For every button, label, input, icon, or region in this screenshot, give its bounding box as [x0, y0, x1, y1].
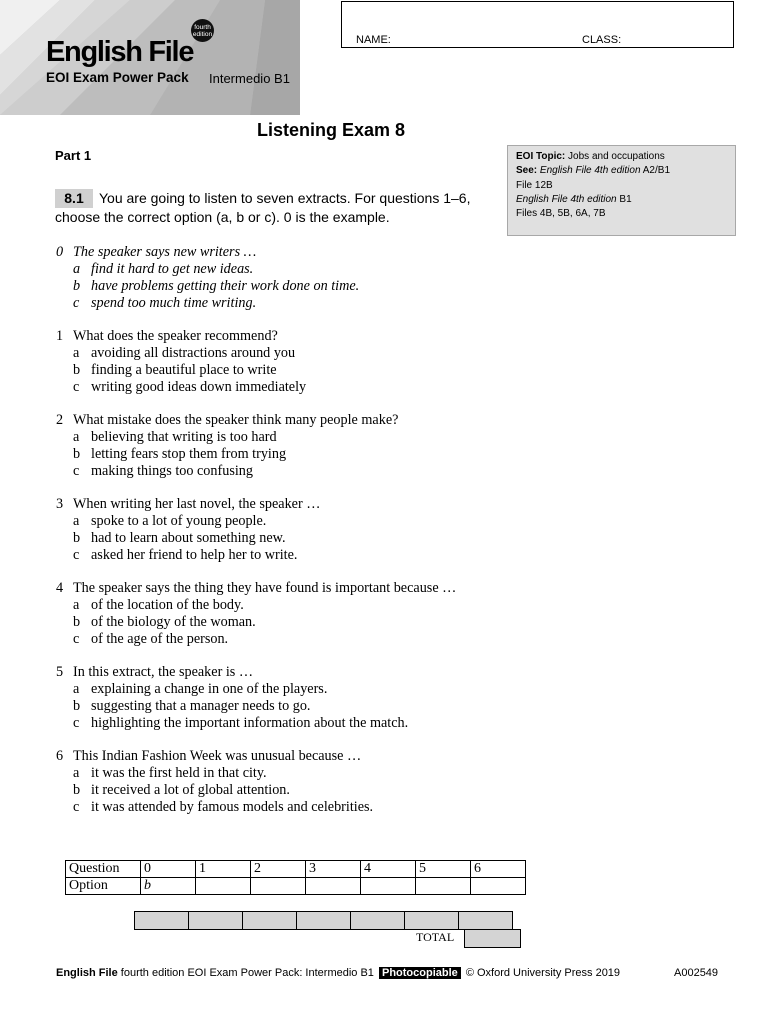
grid-answer-cell[interactable] [196, 878, 251, 895]
edition-badge [191, 19, 214, 42]
option-letter: c [73, 631, 80, 647]
grid-answer-cell[interactable] [306, 878, 361, 895]
answer-option [56, 765, 516, 782]
grid-answer-cell[interactable] [251, 878, 306, 895]
question-stem [56, 664, 516, 681]
answer-option [56, 799, 516, 816]
option-letter: b [73, 362, 81, 378]
option-text: finding a beautiful place to write [91, 362, 277, 378]
total-label: TOTAL [416, 930, 455, 944]
student-info-box [341, 1, 734, 48]
question-block [56, 496, 516, 564]
answer-option [56, 429, 516, 446]
task-instruction [55, 189, 495, 227]
answer-grid-question-row [66, 861, 526, 878]
answer-option [56, 261, 516, 278]
question-number: 1 [56, 328, 64, 344]
grid-option-label: Option [66, 878, 141, 895]
option-text: it was the first held in that city. [91, 765, 267, 781]
option-text: writing good ideas down immediately [91, 379, 307, 395]
files-1: File 12B [516, 179, 553, 191]
page-title: Listening Exam 8 [256, 120, 406, 140]
score-cell [405, 912, 459, 930]
footer-code: A002549 [674, 967, 719, 979]
score-cell [351, 912, 405, 930]
part-heading: Part 1 [55, 148, 92, 163]
answer-grid-option-row [66, 878, 526, 895]
answer-option [56, 345, 516, 362]
option-letter: b [73, 278, 81, 294]
option-text: of the biology of the woman. [91, 614, 256, 630]
option-letter: c [73, 799, 80, 815]
option-text: letting fears stop them from trying [91, 446, 287, 462]
option-text: avoiding all distractions around you [91, 345, 296, 361]
answer-option [56, 681, 516, 698]
answer-option [56, 597, 516, 614]
question-block [56, 664, 516, 732]
grid-question-number: 3 [306, 861, 361, 878]
option-text: had to learn about something new. [91, 530, 286, 546]
grid-question-label: Question [66, 861, 141, 878]
topic-value: Jobs and occupations [568, 151, 665, 162]
footer-brand: English File [56, 967, 118, 979]
option-text: it received a lot of global attention. [91, 782, 290, 798]
grid-question-number: 0 [141, 861, 196, 878]
question-number: 4 [56, 580, 64, 596]
option-letter: b [73, 446, 81, 462]
answer-option [56, 530, 516, 547]
option-text: of the age of the person. [91, 631, 229, 647]
question-stem [56, 496, 516, 513]
question-stem [56, 748, 516, 765]
option-letter: a [73, 429, 80, 445]
answer-option [56, 631, 516, 648]
option-text: suggesting that a manager needs to go. [91, 698, 311, 714]
option-letter: a [73, 513, 80, 529]
score-cell [135, 912, 189, 930]
answer-grid [65, 860, 526, 895]
question-text: What mistake does the speaker think many people make? [73, 412, 399, 428]
photocopiable-badge: Photocopiable [379, 967, 461, 979]
option-text: asked her friend to help her to write. [91, 547, 298, 563]
answer-option [56, 278, 516, 295]
option-text: believing that writing is too hard [91, 429, 277, 445]
instruction-text: You are going to listen to seven extracts. For questions 1–6, choose the correct option (a, b or c). 0 is the example. [55, 190, 471, 225]
grid-question-number: 1 [196, 861, 251, 878]
option-letter: c [73, 295, 80, 311]
question-stem [56, 412, 516, 429]
class-label: CLASS: [582, 34, 622, 46]
grid-question-number: 2 [251, 861, 306, 878]
option-letter: a [73, 261, 81, 277]
files-2: Files 4B, 5B, 6A, 7B [516, 208, 606, 220]
answer-option [56, 782, 516, 799]
footer-copyright: © Oxford University Press 2019 [465, 967, 621, 979]
grid-question-number: 5 [416, 861, 471, 878]
see-level-2: B1 [619, 193, 632, 205]
topic-key: EOI Topic: [516, 151, 566, 162]
option-letter: c [73, 463, 80, 479]
answer-option [56, 614, 516, 631]
option-letter: b [73, 614, 81, 630]
score-table [134, 911, 513, 930]
option-letter: a [73, 597, 80, 613]
option-letter: b [73, 530, 81, 546]
question-block [56, 748, 516, 816]
option-letter: b [73, 782, 81, 798]
answer-option [56, 295, 516, 312]
option-letter: c [73, 379, 80, 395]
task-code: 8.1 [55, 189, 93, 208]
grid-answer-cell[interactable] [416, 878, 471, 895]
score-cell [297, 912, 351, 930]
option-text: making things too confusing [91, 463, 253, 479]
pack-title: EOI Exam Power Pack [46, 70, 189, 85]
option-text: it was attended by famous models and celebrities. [91, 799, 374, 815]
answer-option [56, 698, 516, 715]
answer-option [56, 513, 516, 530]
question-text: When writing her last novel, the speaker … [73, 496, 321, 512]
question-number: 3 [56, 496, 64, 512]
question-number: 6 [56, 748, 64, 764]
option-letter: a [73, 765, 80, 781]
question-text: This Indian Fashion Week was unusual because … [73, 748, 362, 764]
question-text: The speaker says the thing they have found is important because … [73, 580, 457, 596]
grid-question-number: 4 [361, 861, 416, 878]
question-text: What does the speaker recommend? [73, 328, 278, 344]
see-level-1: A2/B1 [642, 165, 671, 177]
answer-option [56, 547, 516, 564]
option-letter: a [73, 681, 80, 697]
see-book-1: English File 4th edition [539, 165, 641, 177]
option-letter: c [73, 715, 80, 731]
option-text: of the location of the body. [91, 597, 244, 613]
question-block [56, 580, 516, 648]
option-text: explaining a change in one of the players. [91, 681, 328, 697]
score-cell [459, 912, 513, 930]
question-number: 2 [56, 412, 64, 428]
option-text: find it hard to get new ideas. [91, 261, 254, 277]
answer-option [56, 362, 516, 379]
grid-question-number: 6 [471, 861, 526, 878]
level-label: Intermedio B1 [209, 71, 290, 86]
answer-option [56, 715, 516, 732]
question-number: 0 [56, 244, 64, 260]
see-key: See: [516, 165, 538, 177]
answer-option [56, 463, 516, 480]
edition-badge-line-2: edition [192, 30, 213, 38]
question-block [56, 328, 516, 396]
page-footer [56, 967, 620, 979]
option-text: have problems getting their work done on time. [91, 278, 360, 294]
option-letter: b [73, 698, 81, 714]
option-text: spend too much time writing. [91, 295, 257, 311]
question-stem [56, 580, 516, 597]
question-number: 5 [56, 664, 64, 680]
option-letter: a [73, 345, 80, 361]
edition-badge-line-1: fourth [194, 23, 211, 31]
grid-answer-cell: b [141, 878, 196, 895]
answer-option [56, 446, 516, 463]
option-text: spoke to a lot of young people. [91, 513, 267, 529]
question-stem [56, 328, 516, 345]
grid-answer-cell[interactable] [471, 878, 526, 895]
score-cell [189, 912, 243, 930]
question-block [56, 412, 516, 480]
question-block [56, 244, 516, 312]
option-letter: c [73, 547, 80, 563]
footer-text: fourth edition EOI Exam Power Pack: Intermedio B1 [120, 967, 374, 979]
name-label: NAME: [356, 34, 391, 46]
question-stem [56, 244, 516, 261]
answer-option [56, 379, 516, 396]
see-book-2: English File 4th edition [516, 193, 617, 205]
total-score-box [464, 929, 521, 948]
option-text: highlighting the important information about the match. [91, 715, 409, 731]
topic-box [507, 145, 736, 236]
question-text: The speaker says new writers … [73, 244, 257, 260]
question-list [56, 244, 516, 832]
score-cell [243, 912, 297, 930]
grid-answer-cell[interactable] [361, 878, 416, 895]
brand-title: English File [46, 36, 194, 68]
question-text: In this extract, the speaker is … [73, 664, 254, 680]
